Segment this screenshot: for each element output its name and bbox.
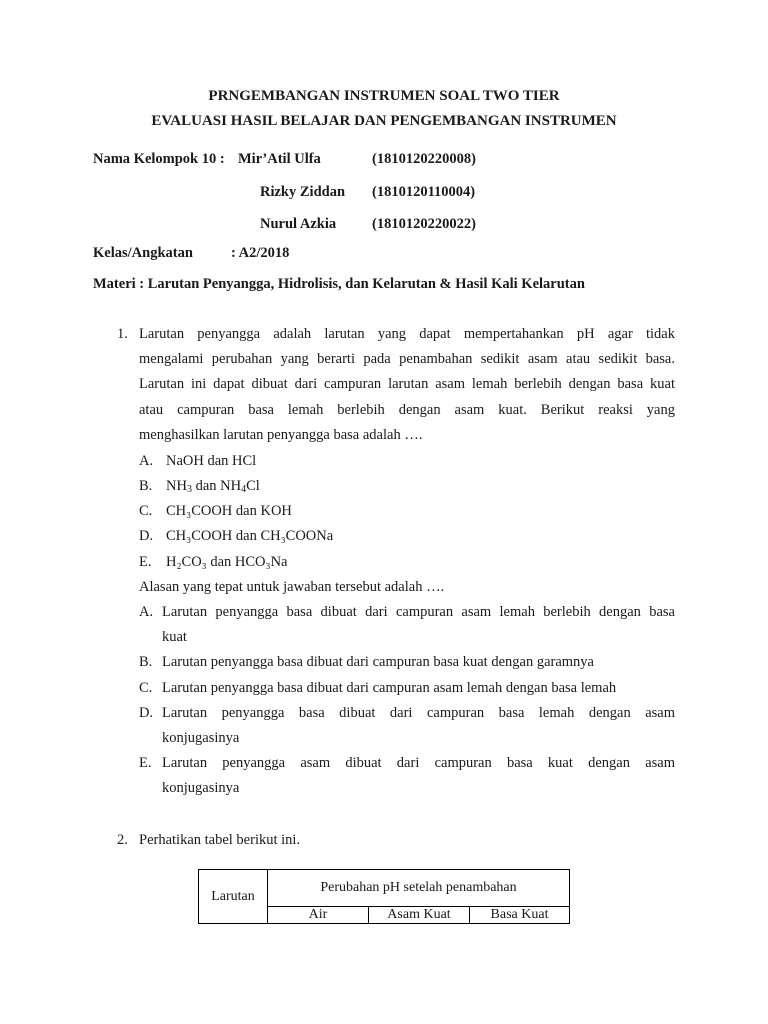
reason-letter: D. [139,705,154,721]
group-label: Nama Kelompok 10 : [93,151,225,167]
reason-text: Larutan penyangga basa dibuat dari campuran asam lemah berlebih dengan basa [162,604,675,620]
table-header-group: Perubahan pH setelah penambahan [268,870,570,907]
member-name: Rizky Ziddan [260,184,346,200]
option-letter: B. [139,478,153,494]
question-number: 1. [117,326,128,342]
member-nim: (1810120110004) [372,184,476,200]
reason-text-continued: kuat [162,629,187,645]
question-text-line: mengalami perubahan yang berarti pada penambahan sedikit asam atau sedikit basa. [139,351,675,367]
question-text: Perhatikan tabel berikut ini. [139,832,301,848]
table-subheader-basa-kuat: Basa Kuat [470,907,570,924]
option-text: CH₃COOH dan KOH [166,503,292,519]
option-text: $NH_3$ dan $NH_4Cl$ [166,478,260,495]
member-name: Nurul Azkia [260,216,337,232]
reason-text: Larutan penyangga basa dibuat dari campuran basa lemah dengan asam [162,705,675,721]
option-letter: C. [139,503,153,519]
reason-text: Larutan penyangga asam dibuat dari campuran basa kuat dengan asam [162,755,675,771]
reason-text: Larutan penyangga basa dibuat dari campuran asam lemah dengan basa lemah [162,680,617,696]
option-letter: E. [139,554,152,570]
table-subheader-air: Air [268,907,369,924]
option-text: CH₃COOH dan CH₃COONa [166,528,334,544]
member-name: Mir’Atil Ulfa [238,151,321,167]
document-title: PRNGEMBANGAN INSTRUMEN SOAL TWO TIER [208,88,560,104]
member-nim: (1810120220008) [372,151,476,167]
reason-letter: B. [139,654,153,670]
option-text: H₂CO₃ dan HCO₃Na [166,554,288,570]
question-text-line: Larutan penyangga adalah larutan yang dapat mempertahankan pH agar tidak [139,326,675,342]
reason-text-continued: konjugasinya [162,780,240,796]
class-label: Kelas/Angkatan [93,245,193,261]
reason-letter: A. [139,604,154,620]
table-header-larutan: Larutan [199,870,268,924]
question-number: 2. [117,832,128,848]
table-subheader-asam-kuat: Asam Kuat [369,907,470,924]
reason-text-continued: konjugasinya [162,730,240,746]
ph-change-table [198,869,570,924]
option-letter: A. [139,453,154,469]
document-subtitle: EVALUASI HASIL BELAJAR DAN PENGEMBANGAN INSTRUMEN [151,113,617,129]
question-text-line: Larutan ini dapat dibuat dari campuran larutan asam lemah berlebih dengan basa kuat [139,376,675,392]
class-value: : A2/2018 [231,245,290,261]
reason-text: Larutan penyangga basa dibuat dari campuran basa kuat dengan garamnya [162,654,594,670]
option-text: NaOH dan HCl [166,453,257,469]
materi-line: Materi : Larutan Penyangga, Hidrolisis, dan Kelarutan & Hasil Kali Kelarutan [93,276,585,292]
reason-prompt: Alasan yang tepat untuk jawaban tersebut adalah …. [139,579,445,595]
reason-letter: E. [139,755,152,771]
reason-letter: C. [139,680,153,696]
option-letter: D. [139,528,154,544]
question-text-line: menghasilkan larutan penyangga basa adalah …. [139,427,423,443]
member-nim: (1810120220022) [372,216,476,232]
question-text-line: atau campuran basa lemah berlebih dengan asam kuat. Berikut reaksi yang [139,402,675,418]
